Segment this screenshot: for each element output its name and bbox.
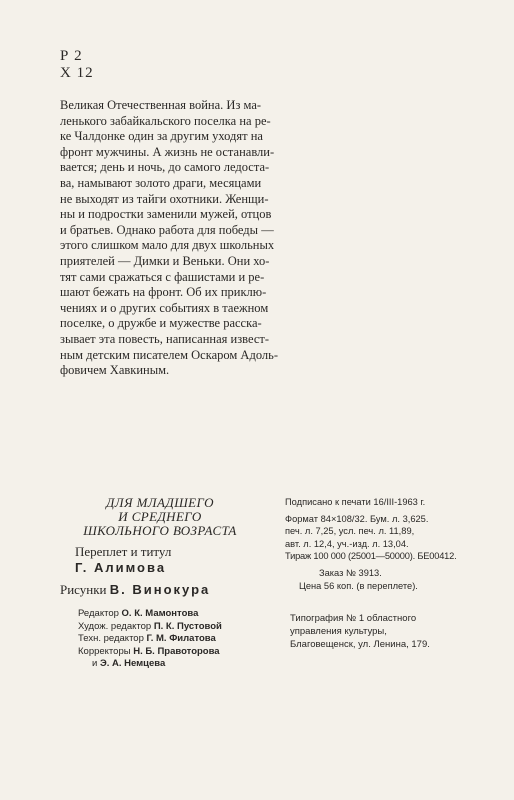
- illustrations-credit: [60, 582, 260, 598]
- cover-artist-name: Г. Алимова: [75, 560, 167, 575]
- annotation-line: и братьев. Однако работа для победы —: [60, 222, 274, 237]
- cover-credit: [60, 544, 260, 576]
- editor-name: Н. Б. Правоторова: [133, 645, 220, 657]
- editor-name: О. К. Мамонтова: [121, 608, 199, 619]
- editor-role: и: [92, 658, 98, 669]
- annotation-line: приятелей — Димки и Веньки. Они хо-: [60, 253, 270, 268]
- audience-line: ШКОЛЬНОГО ВОЗРАСТА: [83, 523, 237, 538]
- imprint-line: Цена 56 коп. (в переплете).: [299, 580, 418, 591]
- annotation-line: чениях и о других событиях в таежном: [60, 300, 269, 315]
- annotation-line: ным детским писателем Оскаром Адоль-: [60, 347, 279, 362]
- annotation-line: ленького забайкальского поселка на ре-: [60, 113, 271, 128]
- annotation-line: зывает эта повесть, написанная извест-: [60, 331, 269, 346]
- annotation-line: ны и подростки заменили мужей, отцов: [60, 207, 272, 222]
- editors-list: [60, 608, 260, 671]
- audience-label: [60, 496, 260, 538]
- imprint-line: печ. л. 7,25, усл. печ. л. 11,89,: [285, 526, 415, 537]
- annotation-line: не выходят из тайги охотники. Женщи-: [60, 191, 269, 206]
- editor-row: [78, 621, 260, 634]
- printing-house: [290, 612, 480, 651]
- illustrations-credit-label: Рисунки: [60, 582, 107, 597]
- printing-house-line: Типография № 1 областного: [290, 613, 417, 624]
- imprint-line: Тираж 100 000 (25001—50000). БЕ00412.: [285, 551, 457, 562]
- annotation-line: шают бежать на фронт. Об их приклю-: [60, 285, 267, 300]
- annotation-line: фовичем Хавкиным.: [60, 363, 170, 378]
- cover-credit-label: Переплет и титул: [75, 544, 172, 559]
- audience-line: ДЛЯ МЛАДШЕГО: [106, 495, 214, 510]
- editor-row: [78, 658, 260, 671]
- annotation-line: фронт мужчины. А жизнь не останавли-: [60, 144, 275, 159]
- annotation-line: этого слишком мало для двух школьных: [60, 238, 275, 253]
- library-classification: [60, 48, 94, 82]
- audience-line: И СРЕДНЕГО: [118, 509, 202, 524]
- editor-row: [78, 646, 260, 659]
- imprint-line: Заказ № 3913.: [319, 567, 382, 578]
- annotation-line: Великая Отечественная война. Из ма-: [60, 98, 262, 112]
- editor-name: Г. М. Филатова: [146, 633, 216, 644]
- printing-house-line: Благовещенск, ул. Ленина, 179.: [290, 639, 430, 650]
- printing-house-line: управления культуры,: [290, 626, 387, 637]
- imprint-line: Формат 84×108/32. Бум. л. 3,625.: [285, 513, 429, 524]
- illustrator-name: В. Винокура: [109, 582, 211, 597]
- annotation-line: ва, намывают золото драги, месяцами: [60, 175, 262, 190]
- imprint-line: авт. л. 12,4, уч.-изд. л. 13,04.: [285, 538, 409, 549]
- editor-role: Техн. редактор: [78, 633, 144, 644]
- editor-name: П. К. Пустовой: [153, 620, 222, 632]
- annotation-line: ке Чалдонке один за другим уходят на: [60, 129, 263, 144]
- editor-row: [78, 633, 260, 646]
- editor-role: Худож. редактор: [78, 620, 152, 632]
- classification-code-2: Х 12: [60, 65, 94, 81]
- book-annotation: [60, 98, 320, 379]
- editor-name: Э. А. Немцева: [99, 658, 166, 669]
- annotation-line: вается; день и ночь, до самого ледоста-: [60, 160, 270, 175]
- editor-role: Редактор: [78, 608, 119, 619]
- credits-block: [60, 496, 260, 671]
- annotation-line: тят сами сражаться с фашистами и ре-: [60, 269, 265, 284]
- annotation-line: поселке, о дружбе и мужестве расска-: [60, 316, 262, 331]
- publication-imprint: [285, 496, 485, 592]
- editor-role: Корректоры: [78, 645, 131, 657]
- imprint-line: Подписано к печати 16/III-1963 г.: [285, 497, 426, 507]
- editor-row: [78, 608, 260, 621]
- classification-code-1: Р 2: [60, 48, 83, 64]
